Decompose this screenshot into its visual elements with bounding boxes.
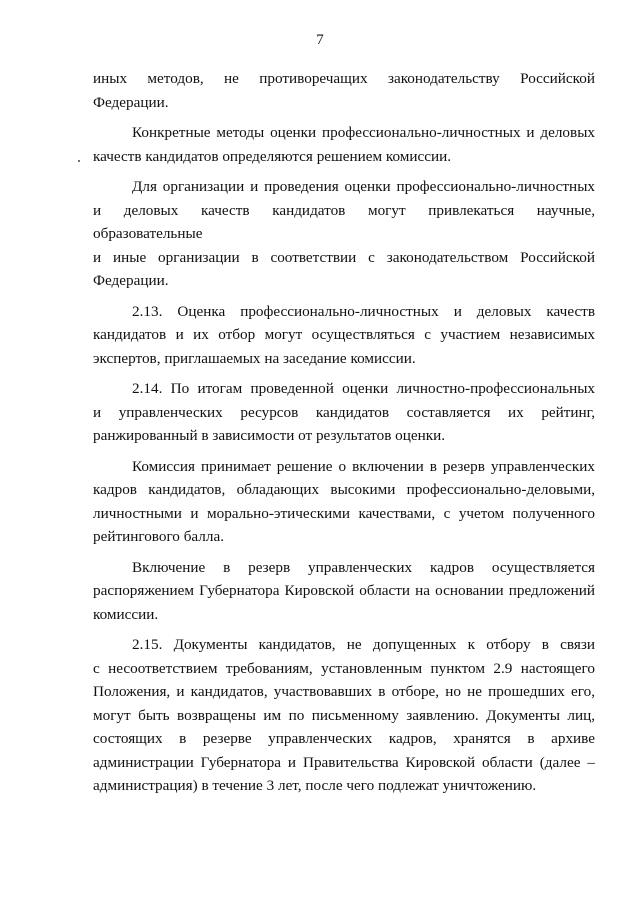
text-line: 2.15. Документы кандидатов, не допущенных к отбору в связи — [132, 636, 595, 653]
text-line: Включение в резерв управленческих кадров осуществляется — [132, 558, 595, 576]
text-line: с несоответствием требованиям, установленным пунктом 2.9 настоящего — [93, 659, 595, 677]
paragraph-inclusion — [93, 556, 595, 627]
text-line: качеств кандидатов определяются решением комиссии. — [93, 147, 452, 165]
text-line: администрация) в течение 3 лет, после чего подлежат уничтожению. — [93, 777, 537, 794]
paragraph-methods-continuation — [93, 67, 595, 114]
paragraph-organizations — [93, 175, 595, 293]
text-line: состоящих в резерве управленческих кадров, хранятся в архиве — [93, 730, 595, 747]
text-line: администрации Губернатора и Правительства Кировской области (далее – — [93, 753, 595, 771]
text-line: личностными и морально-этическими качествами, с учетом полученного — [93, 504, 595, 522]
page-number: 7 — [316, 32, 324, 48]
paragraph-specific-methods — [93, 121, 595, 168]
paragraph-commission-decision — [93, 455, 595, 549]
text-line: Конкретные методы оценки профессионально-личностных и деловых — [132, 124, 595, 141]
text-line: Федерации. — [93, 93, 169, 111]
text-line: распоряжением Губернатора Кировской области на основании предложений — [93, 582, 595, 599]
paragraph-2-13 — [93, 300, 595, 371]
text-line: и иные организации в соответствии с законодательством Российской — [93, 248, 595, 266]
text-line: ранжированный в зависимости от результатов оценки. — [93, 427, 446, 444]
text-line: и деловых качеств кандидатов могут привлекаться научные, образовательные — [93, 201, 595, 242]
text-line: рейтингового балла. — [93, 528, 224, 545]
text-line: Для организации и проведения оценки профессионально-личностных — [132, 178, 595, 195]
paragraph-2-15 — [93, 633, 595, 798]
text-line: Комиссия принимает решение о включении в резерв управленческих — [132, 457, 595, 475]
text-line: иных методов, не противоречащих законодательству Российской — [93, 70, 595, 87]
text-line: могут быть возвращены им по письменному заявлению. Документы лиц, — [93, 706, 595, 724]
text-line: Федерации. — [93, 272, 169, 289]
text-line: 2.13. Оценка профессионально-личностных и деловых качеств — [132, 302, 595, 320]
text-line: кандидатов и их отбор могут осуществляться с участием независимых — [93, 326, 595, 343]
text-line: и управленческих ресурсов кандидатов составляется их рейтинг, — [93, 403, 595, 421]
text-line: экспертов, приглашаемых на заседание комиссии. — [93, 349, 416, 367]
document-body — [93, 67, 595, 805]
text-line: Положения, и кандидатов, участвовавших в отборе, но не прошедших его, — [93, 683, 595, 700]
text-line: комиссии. — [93, 605, 159, 623]
text-line: 2.14. По итогам проведенной оценки личностно-профессиональных — [132, 380, 595, 397]
scan-speck — [78, 160, 80, 162]
paragraph-2-14 — [93, 377, 595, 448]
text-line: кадров кандидатов, обладающих высокими профессионально-деловыми, — [93, 481, 595, 498]
